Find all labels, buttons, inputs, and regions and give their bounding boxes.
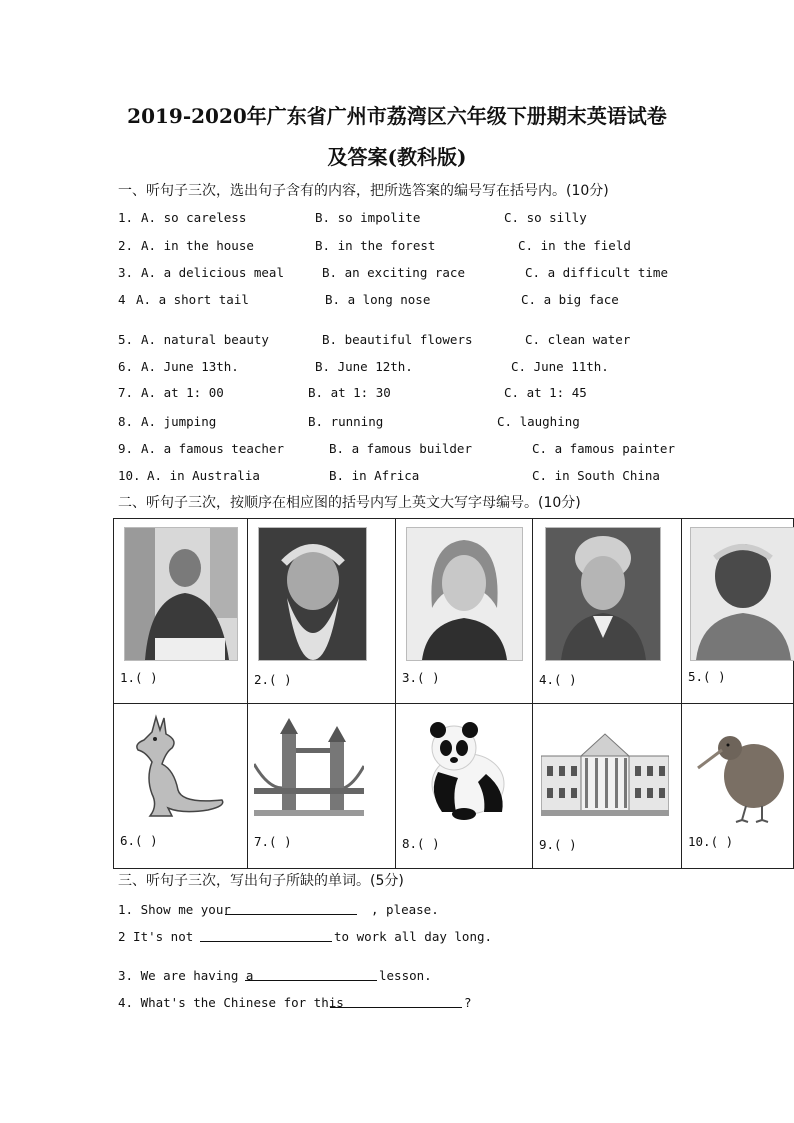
option-b[interactable]: B. in the forest — [315, 238, 436, 253]
grid-cell-2 — [247, 518, 396, 704]
grid-cell-6 — [113, 703, 248, 869]
question-number: 3. — [118, 265, 134, 280]
option-c[interactable]: C. June 11th. — [511, 359, 609, 374]
option-a[interactable]: A. in the house — [141, 238, 254, 253]
option-a[interactable]: A. June 13th. — [141, 359, 239, 374]
grid-cell-8 — [395, 703, 533, 869]
kiwi-bird-image — [696, 712, 792, 824]
question-number: 2. — [118, 238, 134, 253]
classical-portrait-photo — [545, 527, 661, 661]
smiling-man-photo — [690, 527, 794, 661]
option-a[interactable]: A. a delicious meal — [141, 265, 284, 280]
option-a[interactable]: A. a famous teacher — [141, 441, 284, 456]
picture-label-4: 4.( ) — [539, 672, 577, 687]
grid-cell-4 — [532, 518, 682, 704]
kangaroo-image — [122, 712, 234, 822]
option-c[interactable]: C. so silly — [504, 210, 587, 225]
picture-label-8: 8.( ) — [402, 836, 440, 851]
option-c[interactable]: C. a difficult time — [525, 265, 668, 280]
page-subtitle: 及答案(教科版) — [327, 145, 467, 169]
answer-blank-4[interactable] — [330, 995, 462, 1008]
option-c[interactable]: C. at 1: 45 — [504, 385, 587, 400]
question-number: 6. — [118, 359, 134, 374]
option-c[interactable]: C. laughing — [497, 414, 580, 429]
grid-cell-9 — [532, 703, 682, 869]
grid-cell-7 — [247, 703, 396, 869]
picture-label-6: 6.( ) — [120, 833, 158, 848]
option-a[interactable]: A. in Australia — [147, 468, 260, 483]
option-b[interactable]: B. a famous builder — [329, 441, 472, 456]
question-number: 10. — [118, 468, 141, 483]
grid-cell-5 — [681, 518, 794, 704]
page-title: 2019-2020年广东省广州市荔湾区六年级下册期末英语试卷 — [127, 104, 667, 128]
grid-cell-1 — [113, 518, 248, 704]
option-a[interactable]: A. natural beauty — [141, 332, 269, 347]
panda-image — [408, 712, 518, 822]
picture-label-2: 2.( ) — [254, 672, 292, 687]
woman-portrait-photo — [406, 527, 523, 661]
option-c[interactable]: C. clean water — [525, 332, 631, 347]
man-writing-photo — [124, 527, 238, 661]
option-b[interactable]: B. running — [308, 414, 384, 429]
section3-heading: 三、听句子三次，写出句子所缺的单词。(5分) — [118, 873, 404, 889]
option-b[interactable]: B. so impolite — [315, 210, 421, 225]
question-number: 8. — [118, 414, 134, 429]
answer-blank-1[interactable] — [225, 902, 357, 915]
option-a[interactable]: A. so careless — [141, 210, 247, 225]
question-number: 5. — [118, 332, 134, 347]
option-c[interactable]: C. in South China — [532, 468, 660, 483]
option-b[interactable]: B. in Africa — [329, 468, 420, 483]
answer-blank-2[interactable] — [200, 929, 332, 942]
option-b[interactable]: B. beautiful flowers — [322, 332, 473, 347]
option-b[interactable]: B. a long nose — [325, 292, 431, 307]
section2-heading: 二、听句子三次，按顺序在相应图的括号内写上英文大写字母编号。(10分) — [118, 495, 581, 511]
option-a[interactable]: A. at 1: 00 — [141, 385, 224, 400]
picture-label-1: 1.( ) — [120, 670, 158, 685]
option-b[interactable]: B. at 1: 30 — [308, 385, 391, 400]
answer-blank-3[interactable] — [245, 968, 377, 981]
picture-label-3: 3.( ) — [402, 670, 440, 685]
option-c[interactable]: C. a big face — [521, 292, 619, 307]
option-a[interactable]: A. jumping — [141, 414, 217, 429]
picture-label-7: 7.( ) — [254, 834, 292, 849]
question-number: 1. — [118, 210, 134, 225]
option-c[interactable]: C. in the field — [518, 238, 631, 253]
option-a[interactable]: A. a short tail — [136, 292, 249, 307]
question-number: 4 — [118, 292, 126, 307]
question-number: 9. — [118, 441, 134, 456]
option-c[interactable]: C. a famous painter — [532, 441, 675, 456]
option-b[interactable]: B. an exciting race — [322, 265, 465, 280]
grid-cell-3 — [395, 518, 533, 704]
question-number: 7. — [118, 385, 134, 400]
section1-heading: 一、听句子三次，选出句子含有的内容，把所选答案的编号写在括号内。(10分) — [118, 183, 609, 199]
picture-label-9: 9.( ) — [539, 837, 577, 852]
white-house-image — [541, 726, 669, 816]
option-b[interactable]: B. June 12th. — [315, 359, 413, 374]
tower-bridge-image — [254, 714, 364, 824]
grid-cell-10 — [681, 703, 794, 869]
picture-label-10: 10.( ) — [688, 834, 734, 849]
old-man-beard-photo — [258, 527, 367, 661]
picture-label-5: 5.( ) — [688, 669, 726, 684]
